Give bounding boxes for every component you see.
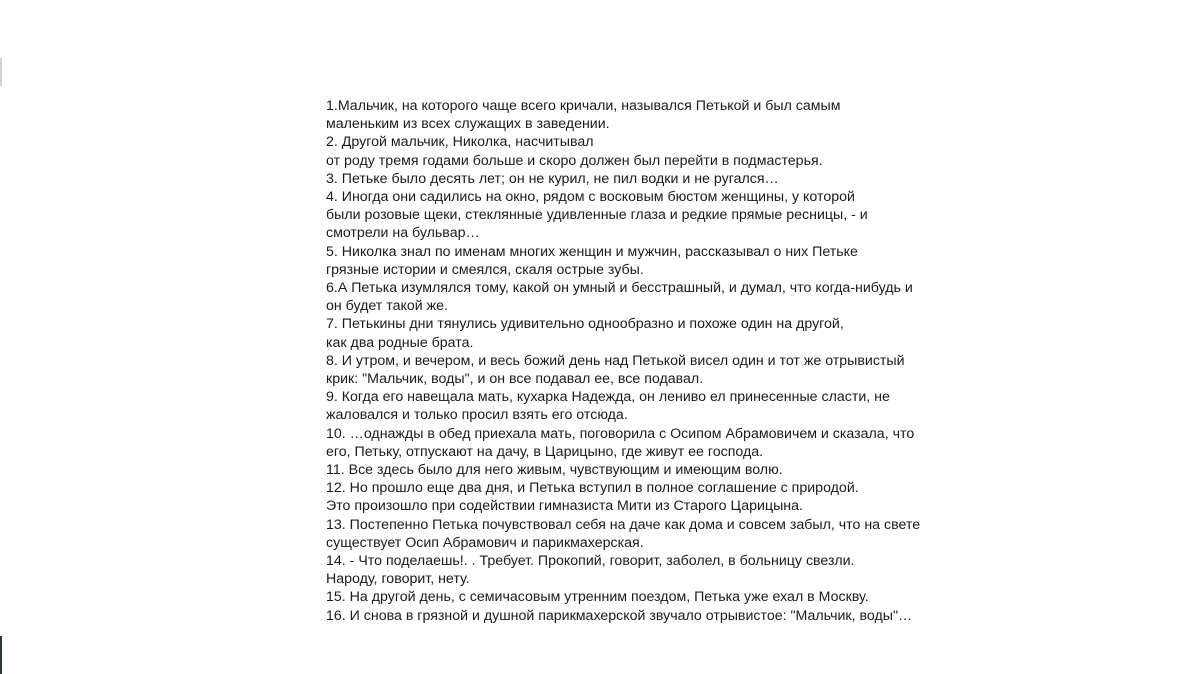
text-line: Народу, говорит, нету. <box>326 571 470 588</box>
text-line: маленьким из всех служащих в заведении. <box>326 116 610 133</box>
text-line: он будет такой же. <box>326 298 448 315</box>
numbered-text-block <box>326 97 946 625</box>
text-line: 8. И утром, и вечером, и весь божий день над Петькой висел один и тот же отрывистый <box>326 352 905 369</box>
text-line: грязные истории и смеялся, скаля острые зубы. <box>326 261 644 278</box>
text-line: 4. Иногда они садились на окно, рядом с восковым бюстом женщины, у которой <box>326 189 855 206</box>
text-line: 9. Когда его навещала мать, кухарка Надежда, он лениво ел принесенные сласти, не <box>326 389 890 406</box>
text-line: существует Осип Абрамович и парикмахерская. <box>326 534 644 551</box>
text-line: 1.Мальчик, на которого чаще всего кричали, назывался Петькой и был самым <box>326 98 841 114</box>
text-line: 11. Все здесь было для него живым, чувствующим и имеющим волю. <box>326 462 783 479</box>
text-line: от роду тремя годами больше и скоро должен был перейти в подмастерья. <box>326 152 823 169</box>
text-line: Это произошло при содействии гимназиста Мити из Старого Царицына. <box>326 498 803 515</box>
text-line: 15. На другой день, с семичасовым утренним поездом, Петька уже ехал в Москву. <box>326 589 869 606</box>
text-line: 12. Но прошло еще два дня, и Петька вступил в полное соглашение с природой. <box>326 480 859 497</box>
text-line: 2. Другой мальчик, Николка, насчитывал <box>326 134 594 151</box>
text-line: 10. …однажды в обед приехала мать, поговорила с Осипом Абрамовичем и сказала, что <box>326 425 915 442</box>
text-line: 7. Петькины дни тянулись удивительно однообразно и похоже один на другой, <box>326 316 844 333</box>
text-line: смотрели на бульвар… <box>326 225 480 242</box>
text-line: 13. Постепенно Петька почувствовал себя на даче как дома и совсем забыл, что на свете <box>326 516 921 533</box>
text-line: 5. Николка знал по именам многих женщин и мужчин, рассказывал о них Петьке <box>326 243 858 260</box>
text-line: 16. И снова в грязной и душной парикмахерской звучало отрывистое: "Мальчик, воды"… <box>326 607 913 624</box>
text-line: его, Петьку, отпускают на дачу, в Царицыно, где живут ее господа. <box>326 443 764 460</box>
text-line: как два родные брата. <box>326 334 474 351</box>
left-edge-mark-bottom <box>0 636 2 674</box>
text-line: 3. Петьке было десять лет; он не курил, не пил водки и не ругался… <box>326 170 779 187</box>
text-line: 14. - Что поделаешь!. . Требует. Прокопий, говорит, заболел, в больницу свезли. <box>326 553 855 570</box>
text-line: были розовые щеки, стеклянные удивленные глаза и редкие прямые ресницы, - и <box>326 207 868 224</box>
text-line: крик: "Мальчик, воды", и он все подавал ее, все подавал. <box>326 371 704 388</box>
left-edge-mark <box>0 58 2 86</box>
text-line: 6.А Петька изумлялся тому, какой он умный и бесстрашный, и думал, что когда-нибудь и <box>326 280 913 297</box>
text-line: жаловался и только просил взять его отсюда. <box>326 407 628 424</box>
